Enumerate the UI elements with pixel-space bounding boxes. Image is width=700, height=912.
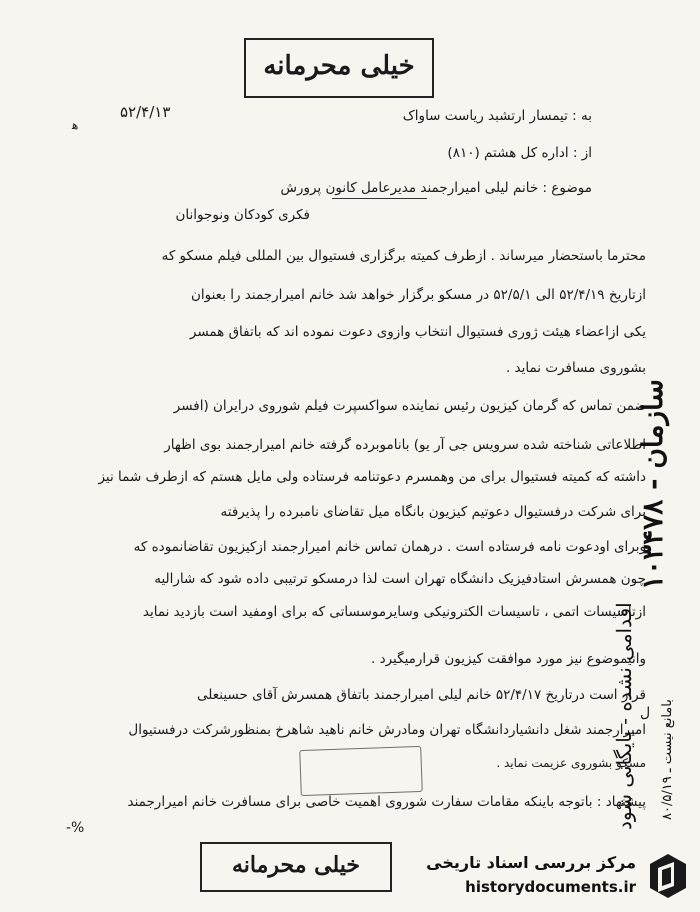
body-line: بشوروی مسافرت نماید . [505, 360, 646, 376]
classification-stamp-bottom: خیلی محرمانه [200, 842, 392, 892]
handwritten-mark: ﻫ [72, 118, 79, 132]
margin-small-note: بامانع نیست ـ ۸۰/۵/۱۹ [660, 699, 675, 820]
subject-line: موضوع : خانم لیلی امیرارجمند مدیرعامل کانون پرورش [280, 180, 592, 196]
document-date: ۵۲/۴/۱۳ [120, 103, 171, 121]
body-line: مسکو بشوروی عزیمت نماید . [496, 756, 646, 770]
handwritten-signature: ل [640, 705, 651, 721]
subject-underline [332, 198, 427, 199]
body-line: برای شرکت درفستیوال دعوتیم کیزیون بانگاه میل تقاضای نامبرده را پذیرفته [220, 504, 646, 520]
subject-line-continued: فکری کودکان ونوجوانان [175, 207, 310, 223]
recipient-line: به : تیمسار ارتشبد ریاست ساواک [402, 108, 592, 124]
body-line: ضمن تماس که گرمان کیزیون رئیس نماینده سواکسپرت فیلم شوروی درایران (افسر [173, 398, 646, 414]
body-line: چون همسرش استادفیزیک دانشگاه تهران است لذا درمسکو ترتیبی داده شود که شارالیه [154, 571, 646, 587]
body-line: اطلاعاتی شناخته شده سرویس جی آر یو) باناموبرده گرفته خانم امیرارجمند بوی اظهار [164, 437, 646, 453]
watermark-org-name: مرکز بررسی اسناد تاریخی [426, 853, 636, 872]
watermark-website: historydocuments.ir [465, 878, 636, 896]
official-seal [299, 746, 423, 796]
body-line: پیشنهاد : باتوجه باینکه مقامات سفارت شوروی اهمیت خاصی برای مسافرت خانم امیرارجمند [127, 794, 646, 810]
body-line: وانیموضوع نیز مورد موافقت کیزیون قرارمیگیرد . [371, 651, 646, 667]
body-line: وبرای اودعوت نامه فرستاده است . درهمان تماس خانم امیرارجمند ازکیزیون تقاضانموده که [133, 539, 646, 555]
body-line: قرار است درتاریخ ۵۲/۴/۱۷ خانم لیلی امیرارجمند باتفاق همسرش آقای حسینعلی [197, 687, 646, 703]
end-mark: -% [66, 820, 85, 836]
body-line: امیرارجمند شغل دانشیاردانشگاه تهران ومادرش خانم ناهید شاهرخ بمنظورشرکت درفستیوال [128, 722, 646, 738]
margin-registration-number: ۱۰۳۴۷۸ - سازمان [636, 379, 669, 590]
margin-action-note: اقدامی نشده - بایگانی شود [612, 602, 636, 830]
archive-logo-icon [644, 850, 692, 902]
body-line: ازتاریخ ۵۲/۴/۱۹ الی ۵۲/۵/۱ در مسکو برگزار خواهد شد خانم امیرارجمند را بعنوان [190, 287, 646, 303]
body-line: داشته که کمیته فستیوال برای من وهمسرم دعوتنامه فرستاده ولی مایل هستم که ازطرف شما نیز [98, 469, 646, 485]
sender-line: از : اداره کل هشتم (۸۱۰) [447, 145, 592, 161]
body-line: ازتاسیسات اتمی ، تاسیسات الکترونیکی وسایرموسساتی که برای اومفید است بازدید نماید [142, 604, 646, 620]
body-line: محترما باستحضار میرساند . ازطرف کمیته برگزاری فستیوال بین المللی فیلم مسکو که [161, 248, 646, 264]
body-line: یکی ازاعضاء هیئت ژوری فستیوال انتخاب وازوی دعوت نموده اند که باتفاق همسر [189, 324, 646, 340]
classification-stamp-top: خیلی محرمانه [244, 38, 434, 98]
